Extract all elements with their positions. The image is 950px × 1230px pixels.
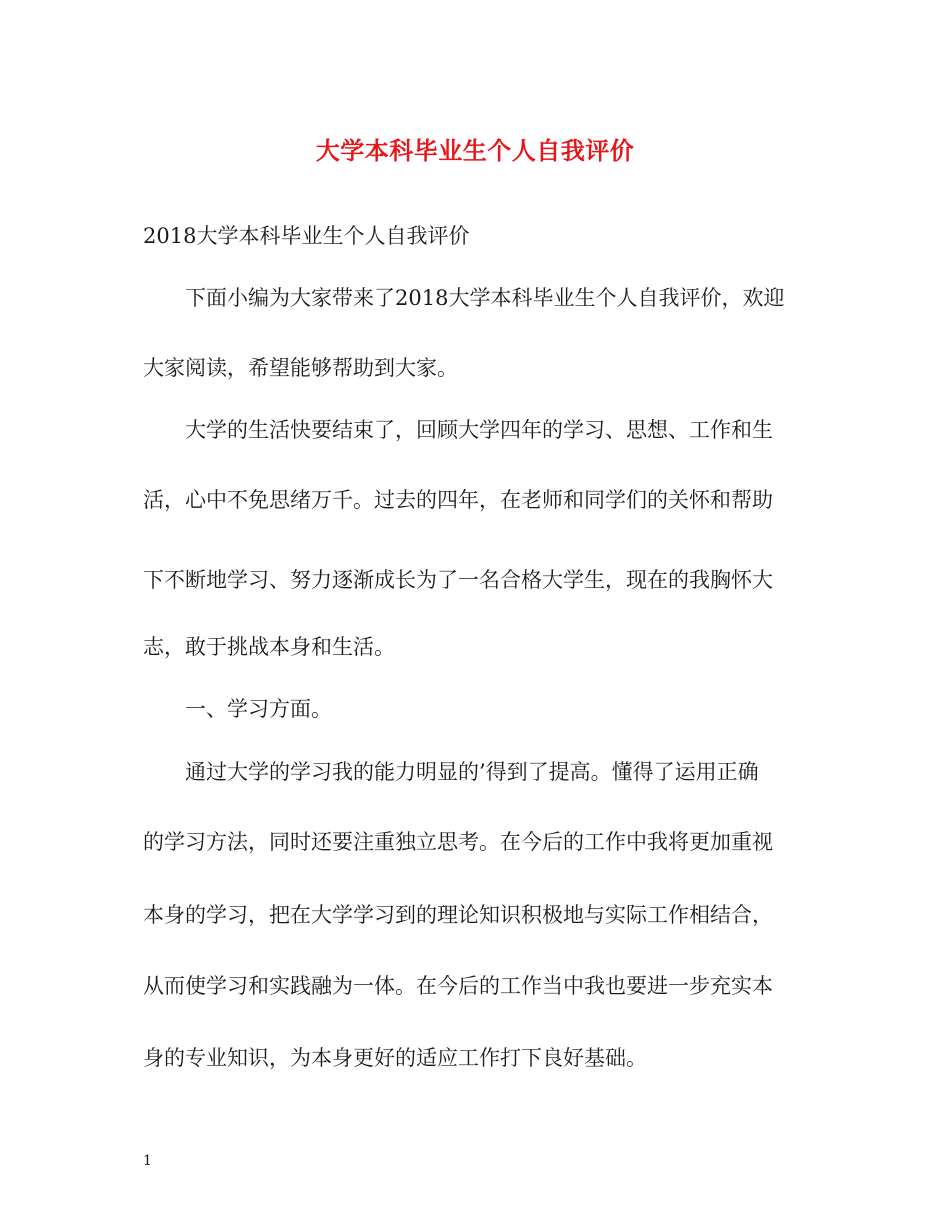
text-line-study-3: 本身的学习，把在大学学习到的理论知识积极地与实际工作相结合， — [143, 903, 773, 927]
text-line-intro-2: 大家阅读，希望能够帮助到大家。 — [143, 356, 458, 380]
page-number: 1 — [143, 1153, 152, 1169]
text-line-intro-1: 下面小编为大家带来了2018大学本科毕业生个人自我评价，欢迎 — [185, 286, 785, 310]
text-line-paragraph-1: 大学的生活快要结束了，回顾大学四年的学习、思想、工作和生 — [185, 418, 773, 442]
text-line-study-5: 身的专业知识，为本身更好的适应工作打下良好基础。 — [143, 1046, 647, 1070]
document-subtitle: 2018大学本科毕业生个人自我评价 — [143, 224, 470, 248]
text-line-study-4: 从而使学习和实践融为一体。在今后的工作当中我也要进一步充实本 — [143, 974, 773, 998]
text-line-study-1: 通过大学的学习我的能力明显的’得到了提高。懂得了运用正确 — [185, 760, 759, 784]
text-line-paragraph-3: 下不断地学习、努力逐渐成长为了一名合格大学生，现在的我胸怀大 — [143, 568, 773, 592]
text-line-study-2: 的学习方法，同时还要注重独立思考。在今后的工作中我将更加重视 — [143, 830, 773, 854]
document-title: 大学本科毕业生个人自我评价 — [315, 136, 635, 165]
text-line-paragraph-4: 志，敢于挑战本身和生活。 — [143, 635, 395, 659]
text-line-paragraph-2: 活，心中不免思绪万千。过去的四年，在老师和同学们的关怀和帮助 — [143, 488, 773, 512]
section-heading-study: 一、学习方面。 — [185, 697, 332, 721]
